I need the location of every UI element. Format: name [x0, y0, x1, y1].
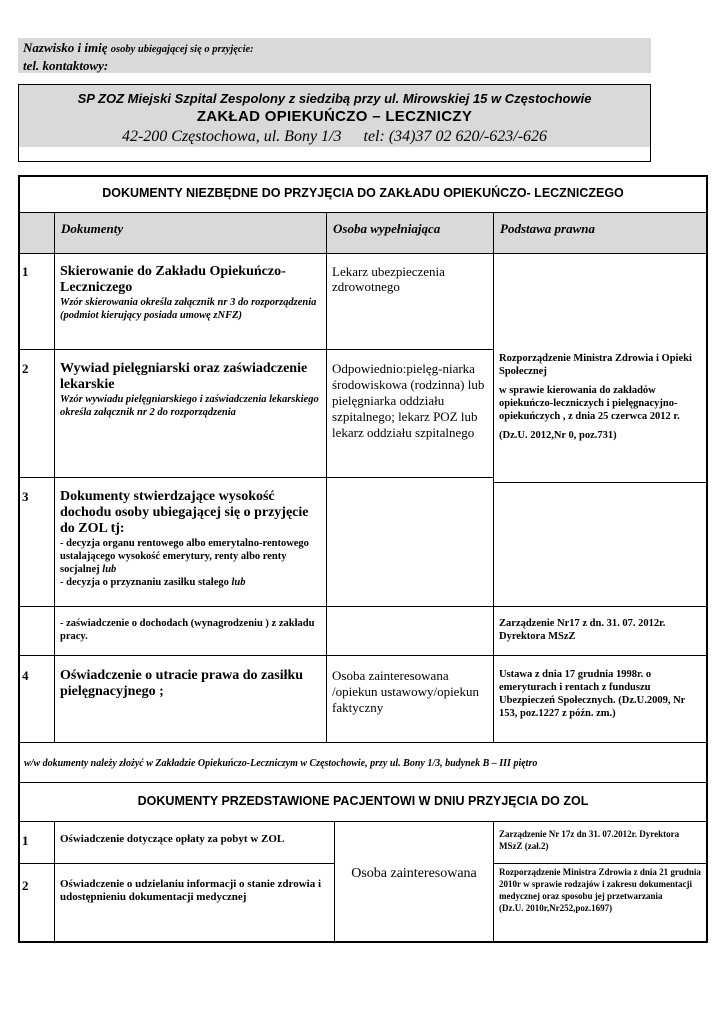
colhead-legal: Podstawa prawna [494, 213, 706, 253]
s2-row1-number: 1 [22, 833, 29, 848]
header-institution: SP ZOZ Miejski Szpital Zespolony z siedzibą przy ul. Mirowskiej 15 w Częstochowie [77, 91, 592, 106]
row2-document [60, 361, 322, 419]
header-address: 42-200 Częstochowa, ul. Bony 1/3 [121, 128, 342, 145]
section1-title: DOKUMENTY NIEZBĘDNE DO PRZYJĘCIA DO ZAKŁADU OPIEKUŃCZO- LECZNICZEGO [102, 186, 624, 200]
s2-row2-number: 2 [22, 878, 29, 893]
row1-doc-note2: (podmiot kierujący posiada umowę zNFZ) [60, 310, 242, 321]
s2-row2-document: Oświadczenie o udzielaniu informacji o stanie zdrowia i udostępnieniu dokumentacji medycznej [60, 878, 322, 903]
phone-label: tel. kontaktowy: [23, 58, 109, 73]
row1-number: 1 [22, 264, 29, 279]
row3-doc-title: Dokumenty stwierdzające wysokość dochodu osoby ubiegającej się o przyjęcie do ZOL tj: [60, 489, 309, 536]
row4-legal: Ustawa z dnia 17 grudnia 1998r. o emeryturach i rentach z funduszu Ubezpieczeń Społecznych. (Dz.U.2009, Nr 153, poz.1227 z późn. zm.) [499, 669, 686, 719]
institution-header [18, 84, 651, 162]
s2-person: Osoba zainteresowana [351, 866, 477, 881]
row2-doc-note: Wzór wywiadu pielęgniarskiego i zaświadczenia lekarskiego określa załącznik nr 2 do rozporządzenia [60, 394, 319, 418]
row3-sub-document: - zaświadczenie o dochodach (wynagrodzeniu ) z zakładu pracy. [60, 618, 315, 642]
legal-merged-p2: w sprawie kierowania do zakładów opiekuńczo-leczniczych i pielęgnacyjno-opiekuńczych , z dnia 25 czerwca 2012 r. [499, 385, 680, 422]
row1-person: Lekarz ubezpieczenia zdrowotnego [332, 264, 445, 294]
row3-item1-or: lub [102, 564, 117, 575]
row2-person: Odpowiednio:pielęg-niarka środowiskowa (rodzinna) lub pielęgniarka oddziału szpitalnego; lekarz POZ lub lekarz oddziału szpitalnego [332, 361, 485, 440]
row1-doc-note: Wzór skierowania określa załącznik nr 3 do rozporządzenia [60, 297, 317, 308]
row3-item2: - decyzja o przyznaniu zasiłku stałego [60, 577, 229, 588]
row3-item1: - decyzja organu rentowego albo emerytalno-rentowego ustalającego wysokość emerytury, renty albo renty socjalnej [60, 538, 309, 575]
row3-item2-or: lub [231, 577, 246, 588]
colhead-documents: Dokumenty [55, 213, 326, 253]
row3-sub-legal: Zarządzenie Nr17 z dn. 31. 07. 2012r. Dyrektora MSzZ [499, 618, 666, 642]
colhead-num [20, 213, 54, 253]
name-label: Nazwisko i imię [23, 40, 108, 55]
row4-person: Osoba zainteresowana /opiekun ustawowy/opiekun faktyczny [332, 668, 479, 715]
row3-number: 3 [22, 489, 29, 504]
row4-document: Oświadczenie o utracie prawa do zasiłku pielęgnacyjnego ; [60, 668, 304, 699]
s2-row1-legal: Zarządzenie Nr 17z dn 31. 07.2012r. Dyrektora MSzZ (zał.2) [499, 829, 680, 851]
row4-number: 4 [22, 668, 29, 683]
row1-document [60, 264, 322, 322]
header-unit-title: ZAKŁAD OPIEKUŃCZO – LECZNICZY [196, 108, 473, 125]
row1-doc-title: Skierowanie do Zakładu Opiekuńczo-Leczniczego [60, 264, 286, 295]
s2-row2-legal-ref: (Dz.U. 2010r,Nr252,poz.1697) [499, 903, 613, 913]
name-note: osoby ubiegającej się o przyjęcie: [110, 44, 254, 55]
patient-info-box [18, 38, 651, 73]
row2-doc-title: Wywiad pielęgniarski oraz zaświadczenie lekarskie [60, 361, 308, 392]
legal-merged-p3: (Dz.U. 2012,Nr 0, poz.731) [499, 430, 617, 441]
row3-document [60, 489, 322, 589]
header-phone: tel: (34)37 02 620/-623/-626 [363, 128, 548, 145]
s2-row2-legal-text: Rozporządzenie Ministra Zdrowia z dnia 21 grudnia 2010r w sprawie rodzajów i zakresu dokumentacji medycznej oraz sposobu jej przetwarzania [499, 867, 701, 901]
submission-note: w/w dokumenty należy złożyć w Zakładzie Opiekuńczo-Leczniczym w Częstochowie, przy ul. Bony 1/3, budynek B – III piętro [24, 758, 538, 769]
row2-number: 2 [22, 361, 29, 376]
colhead-person: Osoba wypełniająca [327, 213, 493, 253]
section2-title: DOKUMENTY PRZEDSTAWIONE PACJENTOWI W DNIU PRZYJĘCIA DO ZOL [137, 794, 589, 808]
legal-basis-merged [499, 352, 703, 442]
s2-row2-legal [499, 866, 703, 914]
s2-row1-document: Oświadczenie dotyczące opłaty za pobyt w ZOL [60, 833, 285, 845]
legal-merged-p1: Rozporządzenie Ministra Zdrowia i Opieki Społecznej [499, 353, 692, 377]
